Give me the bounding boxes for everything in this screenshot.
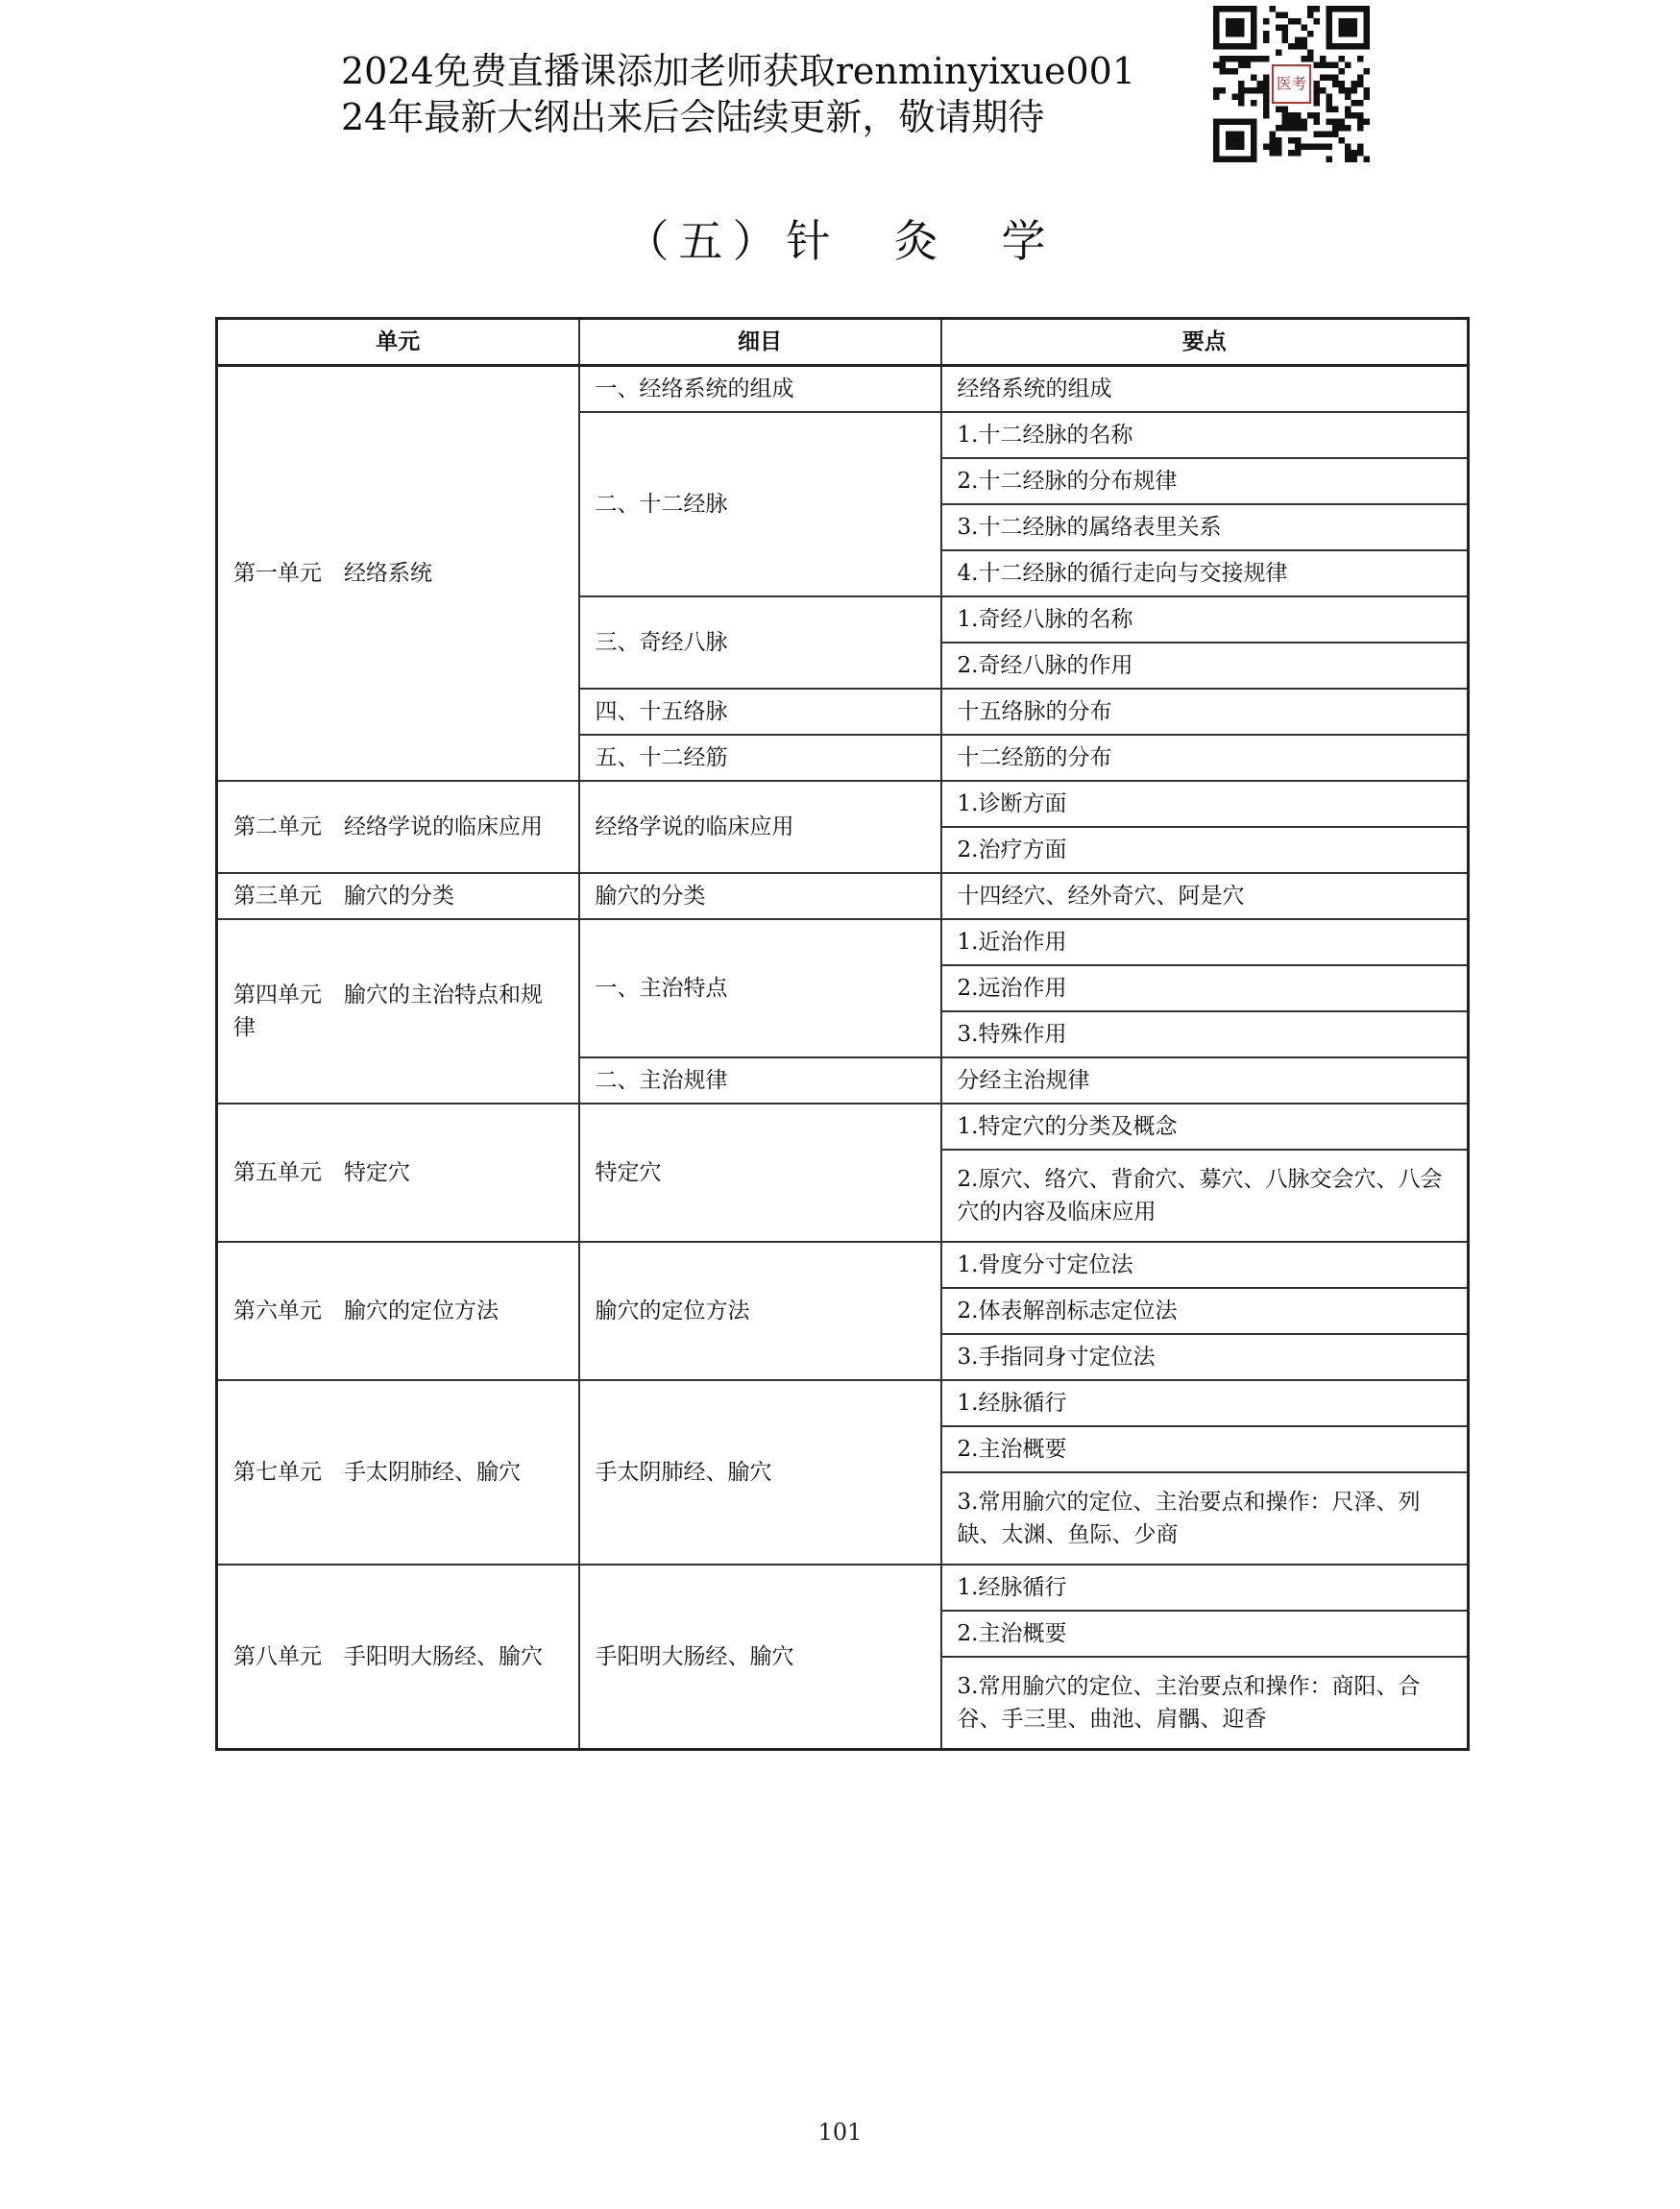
point-cell: 2.原穴、络穴、背俞穴、募穴、八脉交会穴、八会穴的内容及临床应用 xyxy=(941,1150,1469,1242)
unit-cell: 第三单元 腧穴的分类 xyxy=(217,873,579,919)
point-cell: 2.主治概要 xyxy=(941,1611,1469,1657)
promo-line-2: 24年最新大纲出来后会陆续更新，敬请期待 xyxy=(341,96,1045,138)
table-row xyxy=(217,873,1469,919)
point-cell: 2.主治概要 xyxy=(941,1426,1469,1472)
item-cell: 经络学说的临床应用 xyxy=(579,781,941,873)
unit-cell: 第一单元 经络系统 xyxy=(217,366,579,782)
unit-cell: 第六单元 腧穴的定位方法 xyxy=(217,1242,579,1380)
promo-banner xyxy=(341,48,1135,140)
item-cell: 四、十五络脉 xyxy=(579,689,941,735)
point-cell: 经络系统的组成 xyxy=(941,366,1469,413)
item-cell: 一、经络系统的组成 xyxy=(579,366,941,413)
promo-line-1: 2024免费直播课添加老师获取renminyixue001 xyxy=(341,50,1136,92)
item-cell: 特定穴 xyxy=(579,1104,941,1242)
page-number: 101 xyxy=(817,2119,863,2146)
item-cell: 一、主治特点 xyxy=(579,919,941,1057)
point-cell: 1.骨度分寸定位法 xyxy=(941,1242,1469,1288)
point-cell: 4.十二经脉的循行走向与交接规律 xyxy=(941,550,1469,596)
point-cell: 分经主治规律 xyxy=(941,1057,1469,1104)
point-cell: 1.近治作用 xyxy=(941,919,1469,965)
point-cell: 2.体表解剖标志定位法 xyxy=(941,1288,1469,1334)
table-row xyxy=(217,1565,1469,1611)
unit-cell: 第二单元 经络学说的临床应用 xyxy=(217,781,579,873)
unit-cell: 第七单元 手太阴肺经、腧穴 xyxy=(217,1380,579,1565)
point-cell: 1.特定穴的分类及概念 xyxy=(941,1104,1469,1150)
table-row xyxy=(217,1380,1469,1426)
point-cell: 3.常用腧穴的定位、主治要点和操作：尺泽、列缺、太渊、鱼际、少商 xyxy=(941,1472,1469,1565)
point-cell: 3.常用腧穴的定位、主治要点和操作：商阳、合谷、手三里、曲池、肩髃、迎香 xyxy=(941,1657,1469,1750)
item-cell: 三、奇经八脉 xyxy=(579,596,941,689)
header-unit: 单元 xyxy=(217,319,579,366)
table-row xyxy=(217,1242,1469,1288)
point-cell: 1.经脉循行 xyxy=(941,1565,1469,1611)
point-cell: 2.远治作用 xyxy=(941,965,1469,1011)
table-row xyxy=(217,1104,1469,1150)
item-cell: 腧穴的分类 xyxy=(579,873,941,919)
point-cell: 1.经脉循行 xyxy=(941,1380,1469,1426)
header-points: 要点 xyxy=(941,319,1469,366)
item-cell: 五、十二经筋 xyxy=(579,735,941,781)
point-cell: 3.十二经脉的属络表里关系 xyxy=(941,504,1469,550)
unit-cell: 第四单元 腧穴的主治特点和规律 xyxy=(217,919,579,1104)
unit-cell: 第五单元 特定穴 xyxy=(217,1104,579,1242)
point-cell: 2.治疗方面 xyxy=(941,827,1469,873)
unit-cell: 第八单元 手阳明大肠经、腧穴 xyxy=(217,1565,579,1750)
qr-logo-text: 医考 xyxy=(1276,74,1307,93)
syllabus-table xyxy=(215,317,1470,1751)
header-item: 细目 xyxy=(579,319,941,366)
point-cell: 1.十二经脉的名称 xyxy=(941,412,1469,458)
point-cell: 十二经筋的分布 xyxy=(941,735,1469,781)
item-cell: 二、主治规律 xyxy=(579,1057,941,1104)
point-cell: 1.奇经八脉的名称 xyxy=(941,596,1469,643)
item-cell: 腧穴的定位方法 xyxy=(579,1242,941,1380)
point-cell: 3.手指同身寸定位法 xyxy=(941,1334,1469,1380)
table-header-row xyxy=(217,319,1469,366)
table-row xyxy=(217,919,1469,965)
item-cell: 手阳明大肠经、腧穴 xyxy=(579,1565,941,1750)
point-cell: 十四经穴、经外奇穴、阿是穴 xyxy=(941,873,1469,919)
point-cell: 2.奇经八脉的作用 xyxy=(941,643,1469,689)
table-row xyxy=(217,781,1469,827)
point-cell: 1.诊断方面 xyxy=(941,781,1469,827)
point-cell: 3.特殊作用 xyxy=(941,1011,1469,1057)
point-cell: 十五络脉的分布 xyxy=(941,689,1469,735)
page-title: （五）针 灸 学 xyxy=(624,215,1056,267)
table-row xyxy=(217,366,1469,413)
item-cell: 手太阴肺经、腧穴 xyxy=(579,1380,941,1565)
item-cell: 二、十二经脉 xyxy=(579,412,941,596)
qr-code xyxy=(1213,6,1370,162)
point-cell: 2.十二经脉的分布规律 xyxy=(941,458,1469,504)
